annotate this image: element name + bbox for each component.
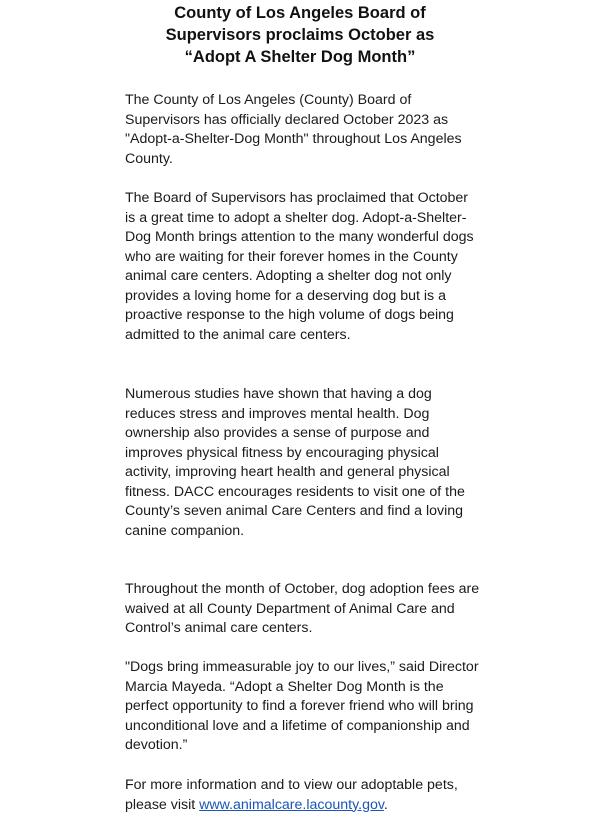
title-line-1: County of Los Angeles Board of — [174, 4, 426, 22]
title-line-3: “Adopt A Shelter Dog Month” — [184, 48, 416, 66]
paragraph-proclamation: The Board of Supervisors has proclaimed that October is a great time to adopt a shelter dog. Adopt-a-Shelter-Dog Month brings attention to the many wonderful dogs who are waiting for their forever homes in the County animal care centers. Adopting a shelter dog not only provides a loving home for a deserving dog but is a proactive response to the high volume of dogs being admitted to the animal care centers. — [125, 190, 474, 343]
paragraph-benefits: Numerous studies have shown that having a dog reduces stress and improves mental health. Dog ownership also provides a sense of purpose and improves physical fitness by encouraging physical activity, improving heart health and general physical fitness. DACC encourages residents to visit one of the County’s seven animal Care Centers and find a loving canine companion. — [125, 386, 465, 539]
more-info-text: For more information and to view our adoptable pets, please visit — [125, 777, 458, 813]
paragraph-director-quote: "Dogs bring immeasurable joy to our lives,” said Director Marcia Mayeda. “Adopt a Shelter Dog Month is the perfect opportunity to find a forever friend who will bring unconditional love and a lifetime of companionship and devotion.” — [125, 659, 479, 753]
paragraph-declaration: The County of Los Angeles (County) Board of Supervisors has officially declared October 2023 as "Adopt-a-Shelter-Dog Month" throughout Los Angeles County. — [125, 92, 462, 167]
animalcare-website-link[interactable]: www.animalcare.lacounty.gov — [199, 796, 384, 813]
title-line-2: Supervisors proclaims October as — [165, 26, 435, 44]
paragraph-more-info — [125, 776, 480, 815]
paragraph-fees-waived: Throughout the month of October, dog adoption fees are waived at all County Department of Animal Care and Control’s animal care centers. — [125, 581, 480, 636]
closing-period: . — [383, 796, 388, 813]
page-title — [122, 2, 478, 68]
